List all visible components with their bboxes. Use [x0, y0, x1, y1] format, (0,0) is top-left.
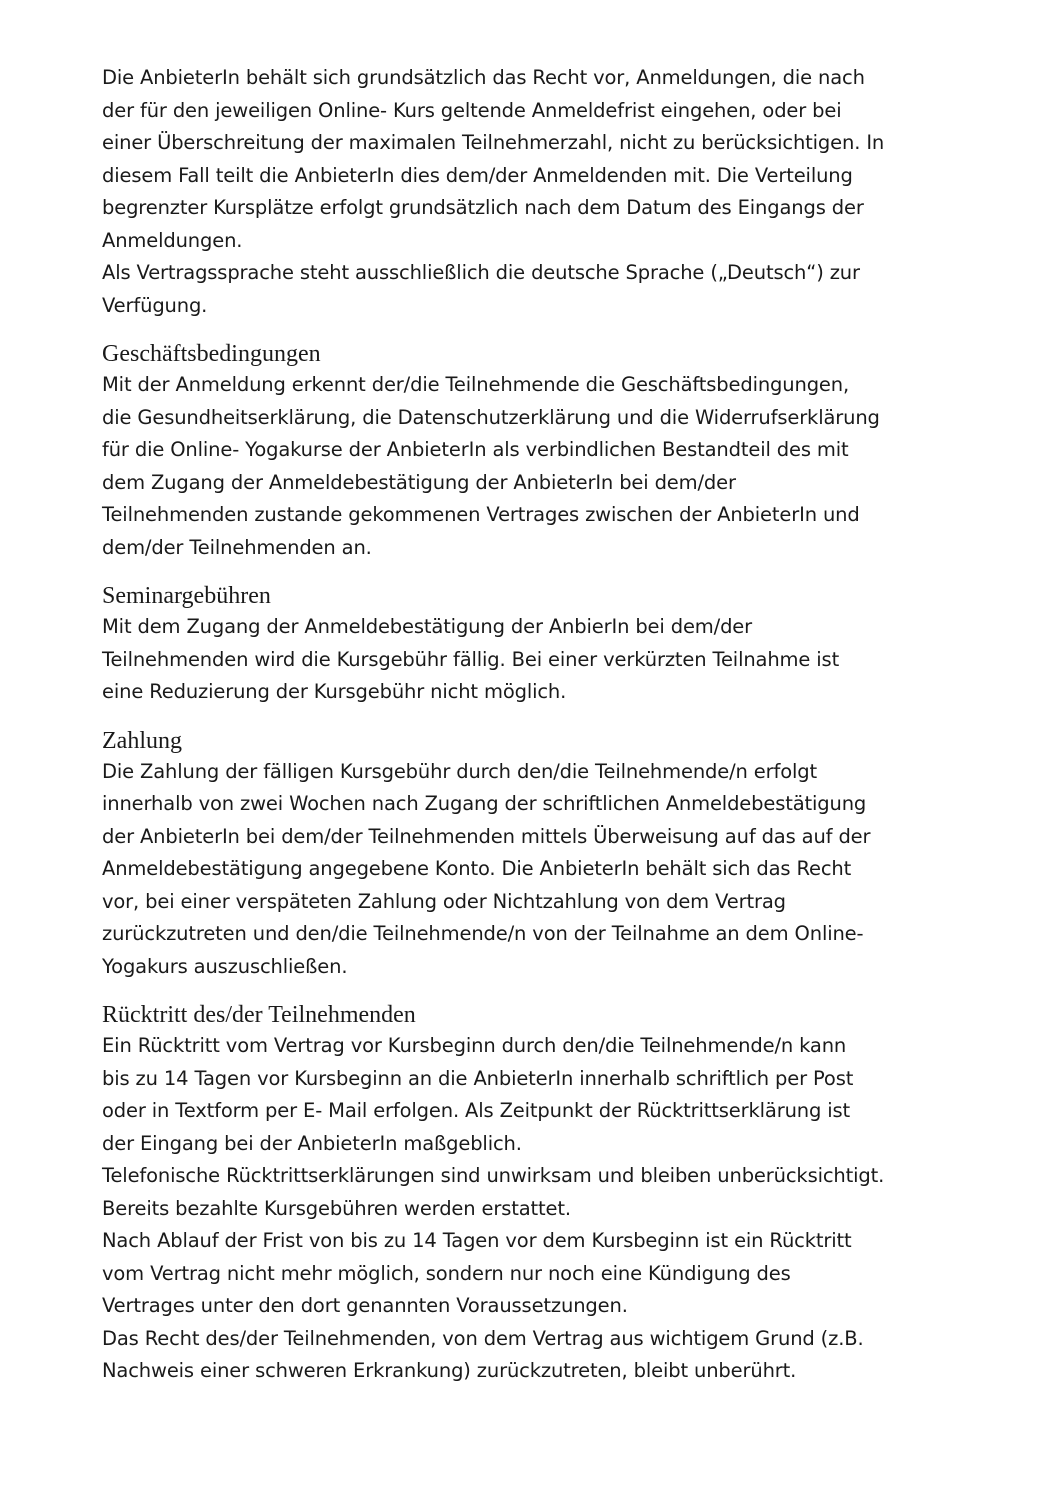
section-zahlung [102, 726, 982, 984]
text-line: Bereits bezahlte Kursgebühren werden erstattet. [102, 1196, 571, 1220]
text-line: Anmeldungen. [102, 228, 243, 252]
section-ruecktritt [102, 1000, 982, 1388]
text-line: oder in Textform per E- Mail erfolgen. Als Zeitpunkt der Rücktrittserklärung ist [102, 1099, 851, 1122]
text-line: vom Vertrag nicht mehr möglich, sondern nur noch eine Kündigung des [102, 1261, 791, 1285]
text-line: diesem Fall teilt die AnbieterIn dies dem/der Anmeldenden mit. Die Verteilung [102, 163, 853, 187]
text-line: Nach Ablauf der Frist von bis zu 14 Tagen vor dem Kursbeginn ist ein Rücktritt [102, 1229, 852, 1252]
text-line: bis zu 14 Tagen vor Kursbeginn an die AnbieterIn innerhalb schriftlich per Post [102, 1066, 854, 1090]
text-line: Das Recht des/der Teilnehmenden, von dem Vertrag aus wichtigem Grund (z.B. [102, 1326, 864, 1350]
section-body [102, 611, 982, 709]
intro-paragraph [102, 62, 982, 322]
text-line: Die Zahlung der fälligen Kursgebühr durch den/die Teilnehmende/n erfolgt [102, 759, 817, 783]
text-line: Telefonische Rücktrittserklärungen sind unwirksam und bleiben unberücksichtigt. [102, 1164, 885, 1187]
text-line: der für den jeweiligen Online- Kurs geltende Anmeldefrist eingehen, oder bei [102, 98, 842, 122]
text-line: Anmeldebestätigung angegebene Konto. Die AnbieterIn behält sich das Recht [102, 857, 852, 880]
text-line: Verfügung. [102, 293, 208, 317]
text-line: Als Vertragssprache steht ausschließlich die deutsche Sprache („Deutsch“) zur [102, 261, 860, 284]
text-line: Yogakurs auszuschließen. [102, 954, 348, 978]
text-line: Die AnbieterIn behält sich grundsätzlich das Recht vor, Anmeldungen, die nach [102, 66, 865, 89]
text-line: Nachweis einer schweren Erkrankung) zurückzutreten, bleibt unberührt. [102, 1359, 797, 1382]
text-line: die Gesundheitserklärung, die Datenschutzerklärung und die Widerrufserklärung [102, 405, 880, 429]
section-heading: Zahlung [102, 727, 182, 754]
document-page [102, 62, 982, 1388]
text-line: zurückzutreten und den/die Teilnehmende/n von der Teilnahme an dem Online- [102, 922, 864, 945]
text-line: der AnbieterIn bei dem/der Teilnehmenden mittels Überweisung auf das auf der [102, 824, 871, 848]
text-line: vor, bei einer verspäteten Zahlung oder Nichtzahlung von dem Vertrag [102, 889, 786, 913]
text-line: begrenzter Kursplätze erfolgt grundsätzlich nach dem Datum des Eingangs der [102, 196, 864, 219]
section-body [102, 1030, 982, 1388]
text-line: dem Zugang der Anmeldebestätigung der AnbieterIn bei dem/der [102, 470, 736, 494]
text-line: innerhalb von zwei Wochen nach Zugang der schriftlichen Anmeldebestätigung [102, 792, 867, 815]
section-heading: Seminargebühren [102, 583, 271, 609]
text-line: Teilnehmenden wird die Kursgebühr fällig. Bei einer verkürzten Teilnahme ist [102, 647, 840, 671]
section-geschaeftsbedingungen [102, 339, 982, 564]
text-line: Vertrages unter den dort genannten Voraussetzungen. [102, 1294, 628, 1317]
section-body [102, 369, 982, 564]
section-body [102, 756, 982, 984]
text-line: Mit der Anmeldung erkennt der/die Teilnehmende die Geschäftsbedingungen, [102, 373, 850, 396]
text-line: Mit dem Zugang der Anmeldebestätigung der AnbierIn bei dem/der [102, 615, 753, 638]
text-line: Teilnehmenden zustande gekommenen Vertrages zwischen der AnbieterIn und [102, 503, 860, 526]
text-line: Ein Rücktritt vom Vertrag vor Kursbeginn durch den/die Teilnehmende/n kann [102, 1034, 847, 1057]
section-heading: Rücktritt des/der Teilnehmenden [102, 1002, 416, 1028]
text-line: einer Überschreitung der maximalen Teilnehmerzahl, nicht zu berücksichtigen. In [102, 131, 885, 154]
text-line: dem/der Teilnehmenden an. [102, 535, 372, 559]
text-line: für die Online- Yogakurse der AnbieterIn als verbindlichen Bestandteil des mit [102, 438, 849, 461]
text-line: der Eingang bei der AnbieterIn maßgeblich. [102, 1131, 522, 1155]
section-seminargebuehren [102, 581, 982, 709]
section-heading: Geschäftsbedingungen [102, 341, 321, 367]
text-line: eine Reduzierung der Kursgebühr nicht möglich. [102, 680, 567, 703]
